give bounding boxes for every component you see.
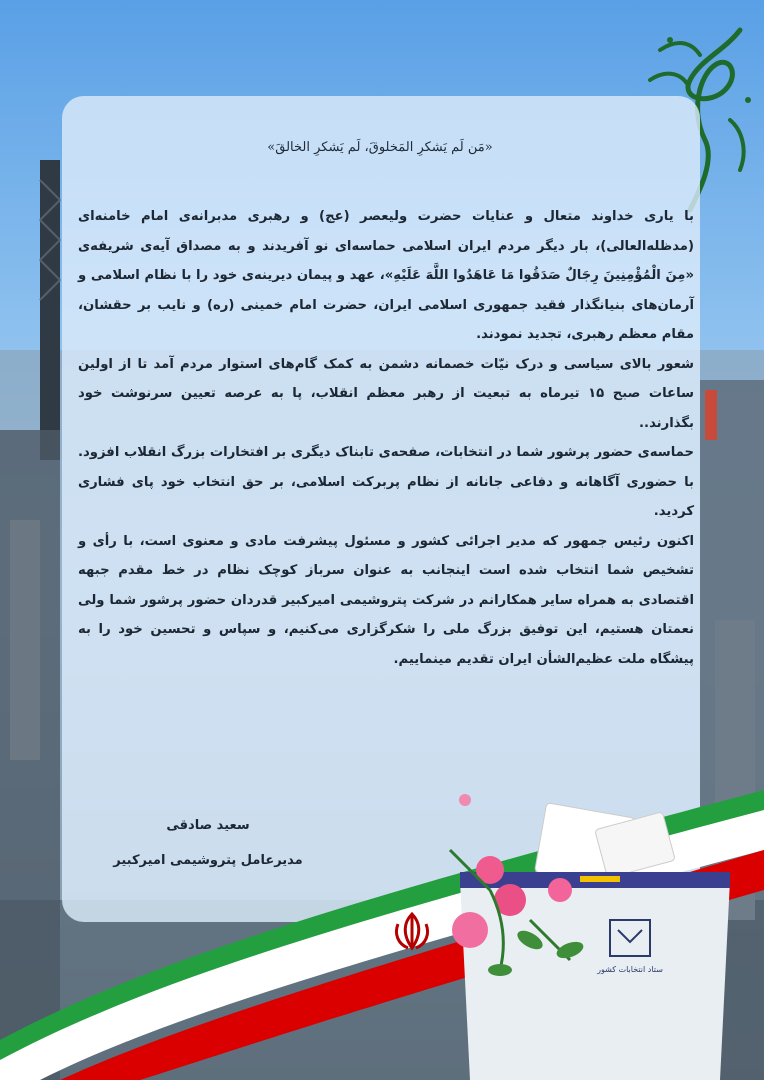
- paragraph-4: اکنون رئیس جمهور که مدیر اجرائی کشور و مسئول پیشرفت مادی و معنوی است، با رأی و تشخیص شما انتخاب شده است اینجانب به عنوان سرباز کوچک نظام در خط مقدم جبهه اقتصادی به همراه سایر همکارانم در شرکت پتروشیمی امیرکبیر قدردان حضور پرشور شما ولی نعمتان هستیم، این توفیق بزرگ ملی را شکرگزاری می‌کنیم، و سپاس و تحسین خود را به پیشگاه ملت عظیم‌الشأن ایران تقدیم مینماییم.: [78, 533, 694, 667]
- paragraph-1: با یاری خداوند متعال و عنایات حضرت ولیعصر (عج) و رهبری مدبرانه‌ی امام خامنه‌ای (مدظله‌العالی)، بار دیگر مردم ایران اسلامی حماسه‌ای نو آفریدند و به مصداق آیه‌ی شریفه‌ی «مِنَ الْمُؤْمِنِینَ رِجَالٌ صَدَقُوا مَا عَاهَدُوا اللَّهَ عَلَیْهِ»، عهد و پیمان دیرینه‌ی خود را با نظام اسلامی و آرمان‌های بنیانگذار فقید جمهوری اسلامی ایران، حضرت امام خمینی (ره) و نایب بر حقشان، مقام معظم رهبری، تجدید نمودند.: [78, 209, 694, 342]
- ballot-box-illustration: [430, 790, 764, 1080]
- paragraph-3: حماسه‌ی حضور پرشور شما در انتخابات، صفحه‌ی تابناک دیگری بر افتخارات بزرگ انقلاب افزود. با حضوری آگاهانه و دفاعی جانانه از نظام پربرکت اسلامی، بر حق انتخاب خود پای فشاری کردید.: [78, 445, 694, 519]
- signer-name: سعید صادقی: [166, 818, 250, 833]
- signer-title: مدیرعامل پتروشیمی امیرکبیر: [113, 853, 303, 868]
- iran-emblem-icon: [392, 910, 432, 952]
- election-logo-text: ستاد انتخابات کشور: [597, 965, 663, 974]
- hadith-quote: «مَن لَم یَشکرِ المَخلوقَ، لَم یَشکرِ الخالقَ»: [267, 140, 493, 155]
- message-body: [78, 202, 694, 674]
- paragraph-2: شعور بالای سیاسی و درک نیّات خصمانه دشمن به کمک گام‌های استوار مردم آمد تا از اولین ساعات صبح ۱۵ تیرماه به تبعیت از رهبر معظم انقلاب، پا به عرصه تعیین سرنوشت خود بگذارند..: [78, 356, 694, 431]
